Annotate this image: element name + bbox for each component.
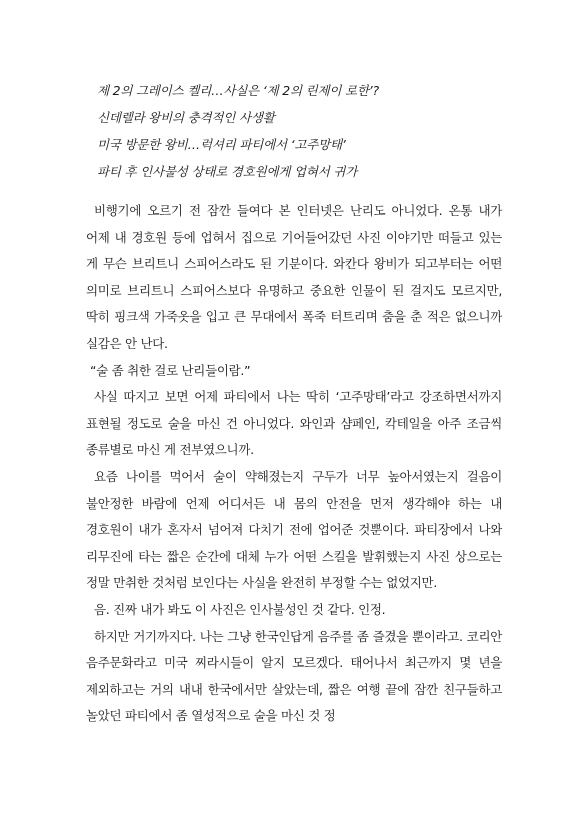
headline-3: 미국 방문한 왕비…럭셔리 파티에서 ‘고주망태’	[97, 137, 346, 152]
headline-list	[97, 77, 517, 185]
paragraph-1: 비행기에 오르기 전 잠깐 들여다 본 인터넷은 난리도 아니었다. 온통 내가 어제 내 경호원 등에 업혀서 집으로 기어들어갔던 사진 이야기만 떠들고 있는 게 무슨 브리트니 스피어스라도 된 기분이다. 와칸다 왕비가 되고부터는 어떤 의미로 브리트니 스피어스보다 유명하고 중요한 인물이 된 걸지도 모르지만, 딱히 핑크색 가죽옷을 입고 큰 무대에서 폭죽 터트리며 춤을 춘 적은 없으니까 실감은 안 난다.	[86, 203, 502, 351]
paragraph-4: 음. 진짜 내가 봐도 이 사진은 인사불성인 것 같다. 인정.	[94, 601, 386, 617]
headline-4: 파티 후 인사불성 상태로 경호원에게 업혀서 귀가	[97, 164, 358, 179]
dialogue-line: “술 좀 취한 걸로 난리들이람.”	[90, 362, 251, 378]
body-text	[86, 198, 502, 730]
headline-1: 제 2의 그레이스 켈리…사실은 ‘제 2의 린제이 로한’?	[97, 83, 379, 98]
paragraph-5: 하지만 거기까지다. 나는 그냥 한국인답게 음주를 좀 즐겼을 뿐이라고. 코리안 음주문화라고 미국 찌라시들이 알지 모르겠다. 태어나서 최근까지 몇 년을 제외하고는 거의 내내 한국에서만 살았는데, 짧은 여행 끝에 잠깐 친구들하고 놀았던 파티에서 좀 열성적으로 술을 마신 것 정	[86, 628, 502, 724]
headline-2: 신데렐라 왕비의 충격적인 사생활	[97, 110, 275, 125]
paragraph-2: 사실 따지고 보면 어제 파티에서 나는 딱히 ‘고주망태’라고 강조하면서까지 표현될 정도로 술을 마신 건 아니었다. 와인과 샴페인, 칵테일을 아주 조금씩 종류별로 마신 게 전부였으니까.	[86, 389, 502, 458]
paragraph-3: 요즘 나이를 먹어서 술이 약해졌는지 구두가 너무 높아서였는지 걸음이 불안정한 바람에 언제 어디서든 내 몸의 안전을 먼저 생각해야 하는 내 경호원이 내가 혼자서 넘어져 다치기 전에 업어준 것뿐이다. 파티장에서 나와 리무진에 타는 짧은 순간에 대체 누가 어떤 스킬을 발휘했는지 사진 상으로는 정말 만취한 것처럼 보인다는 사실을 완전히 부정할 수는 없었지만.	[86, 468, 502, 591]
